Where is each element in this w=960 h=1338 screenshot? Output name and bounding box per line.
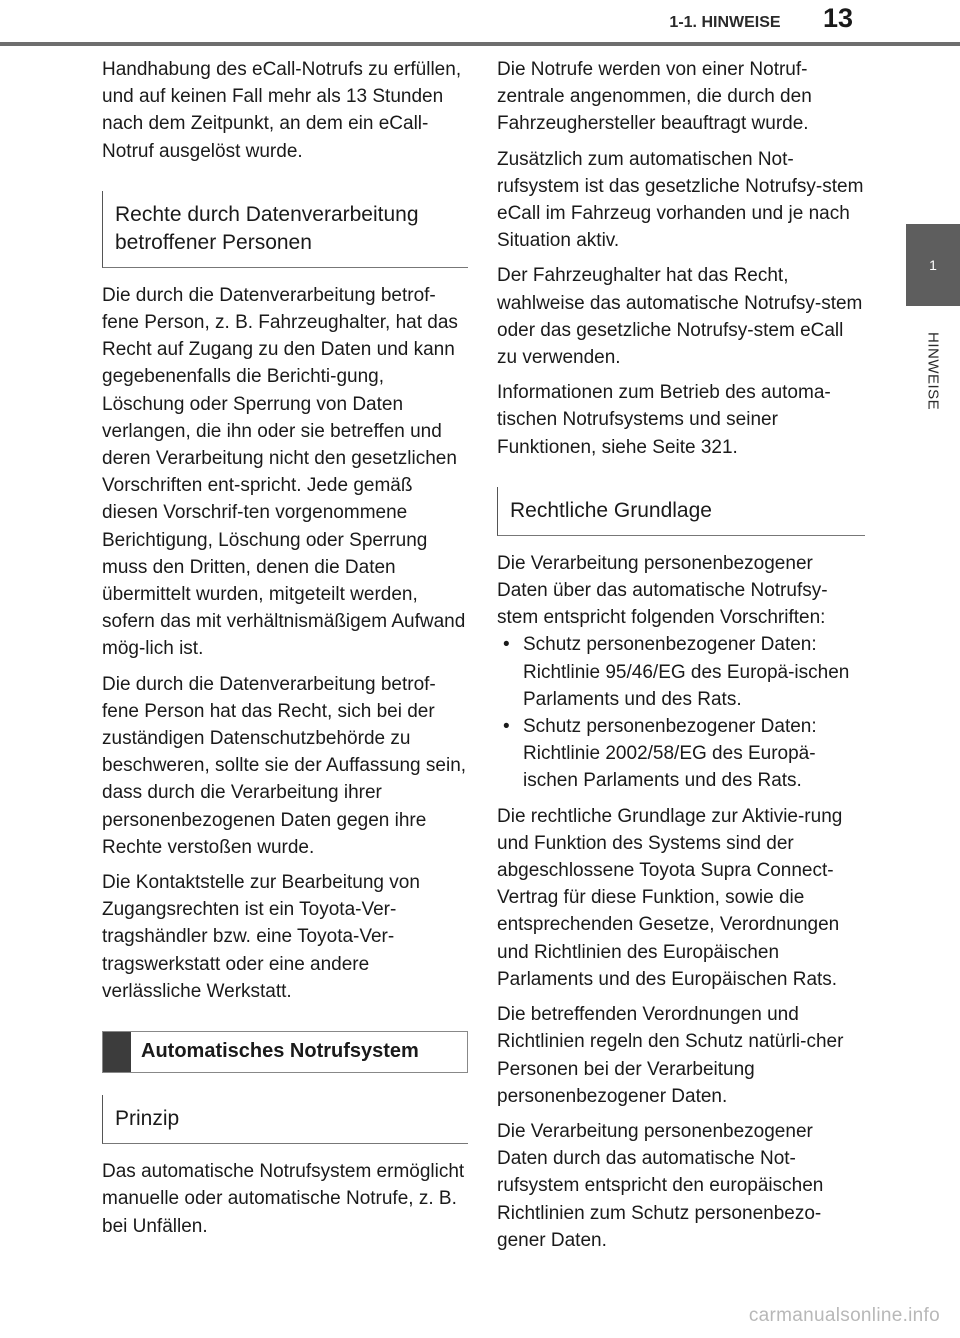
- intro-paragraph: Handhabung des eCall-Notrufs zu erfüllen, und auf keinen Fall mehr als 13 Stunden nach dem Zeitpunkt, an dem ein eCall-Notruf ausgelöst wurde.: [102, 59, 462, 162]
- list-item: • Schutz personenbezogener Daten: Richtlinie 2002/58/EG des Europä-ischen Parlaments und des Rats.: [497, 713, 865, 795]
- chapter-heading-ecall-text: Automatisches Notrufsystem: [141, 1040, 419, 1063]
- section-heading-rights-text: Rechte durch Datenverarbeitung betroffener Personen: [115, 202, 419, 254]
- section-label: 1-1. HINWEISE: [669, 14, 781, 31]
- legal-bullet-list: [497, 631, 865, 794]
- section-heading-legal-text: Rechtliche Grundlage: [510, 498, 712, 522]
- chapter-heading-ecall: [102, 1031, 468, 1073]
- legal-paragraph-4: Die Verarbeitung personenbezogener Daten durch das automatische Not-rufsystem entspricht den europäischen Richtlinien zum Schutz personenbezo-gener Daten.: [497, 1120, 824, 1251]
- heading-marker-block: [103, 1032, 131, 1072]
- section-heading-principle-text: Prinzip: [115, 1107, 180, 1131]
- page-number: 13: [822, 2, 854, 33]
- section-heading-principle: [102, 1095, 468, 1144]
- section-heading-rights: [102, 191, 468, 268]
- principle-paragraph: Das automatische Notrufsystem ermöglicht manuelle oder automatische Notrufe, z. B. bei Unfällen.: [102, 1161, 465, 1237]
- section-heading-legal: [497, 487, 865, 536]
- watermark: carmanualsonline.info: [748, 1305, 940, 1326]
- chapter-number: 1: [929, 257, 937, 273]
- right-paragraph-2: Zusätzlich zum automatischen Not-rufsystem ist das gesetzliche Notrufsy-stem eCall im Fahrzeug vorhanden und je nach Situation aktiv.: [497, 148, 864, 252]
- rights-paragraph-1: Die durch die Datenverarbeitung betrof-fene Person, z. B. Fahrzeughalter, hat das Recht auf Zugang zu den Daten und kann gegebenenfalls die Berichti-gung, Löschung oder Sperrung von Daten verlangen, die ihn oder sie betreffen und deren Verarbeitung nicht den gesetzlichen Vorschriften ent-spricht. Jede gemäß diesen Vorschrif-ten vorgenommene Berichtigung, Löschung oder Sperrung muss den Dritten, denen die Daten übermittelt wurden, mitgeteilt werden, sofern das mit verhältnismäßigem Aufwand mög-lich ist.: [102, 284, 466, 660]
- page-number-tab: [860, 0, 960, 42]
- left-column: [102, 56, 468, 1248]
- rights-paragraph-3: Die Kontaktstelle zur Bearbeitung von Zugangsrechten ist ein Toyota-Ver-tragshändler bzw. eine Toyota-Ver-tragswerkstatt oder eine andere verlässliche Werkstatt.: [102, 872, 420, 1002]
- right-paragraph-4: Informationen zum Betrieb des automa-tischen Notrufsystems und seiner Funktionen, siehe Seite 321.: [497, 382, 831, 458]
- rights-paragraph-2: Die durch die Datenverarbeitung betrof-fene Person hat das Recht, sich bei der zuständigen Datenschutzbehörde zu beschweren, sollte sie der Auffassung sein, dass durch die Verarbeitung ihrer personenbezogenen Daten gegen ihre Rechte verstoßen wurde.: [102, 673, 467, 858]
- chapter-label-box: [906, 306, 960, 436]
- right-paragraph-3: Der Fahrzeughalter hat das Recht, wahlweise das automatische Notrufsy-stem oder das gesetzliche Notrufsy-stem eCall zu verwenden.: [497, 265, 863, 369]
- header-rule: [0, 42, 960, 46]
- legal-intro-paragraph: Die Verarbeitung personenbezogener Daten über das automatische Notrufsy-stem entspricht folgenden Vorschriften:: [497, 552, 828, 629]
- right-column: [497, 56, 865, 1262]
- page-header: [0, 0, 960, 46]
- right-paragraph-1: Die Notrufe werden von einer Notruf-zentrale angenommen, die durch den Fahrzeughersteller beauftragt wurde.: [497, 59, 812, 135]
- chapter-tab: [906, 224, 960, 306]
- chapter-label: HINWEISE: [924, 331, 942, 411]
- legal-paragraph-3: Die betreffenden Verordnungen und Richtlinien regeln den Schutz natürli-cher Personen bei der Verarbeitung personenbezogener Daten.: [497, 1004, 844, 1107]
- list-item: • Schutz personenbezogener Daten: Richtlinie 95/46/EG des Europä-ischen Parlaments und des Rats.: [497, 631, 865, 713]
- legal-paragraph-2: Die rechtliche Grundlage zur Aktivie-rung und Funktion des Systems sind der abgeschlossene Toyota Supra Connect-Vertrag für diese Funktion, sowie die entsprechenden Gesetze, Verordnungen und Richtlinien des Europäischen Parlaments und des Europäischen Rats.: [497, 805, 843, 990]
